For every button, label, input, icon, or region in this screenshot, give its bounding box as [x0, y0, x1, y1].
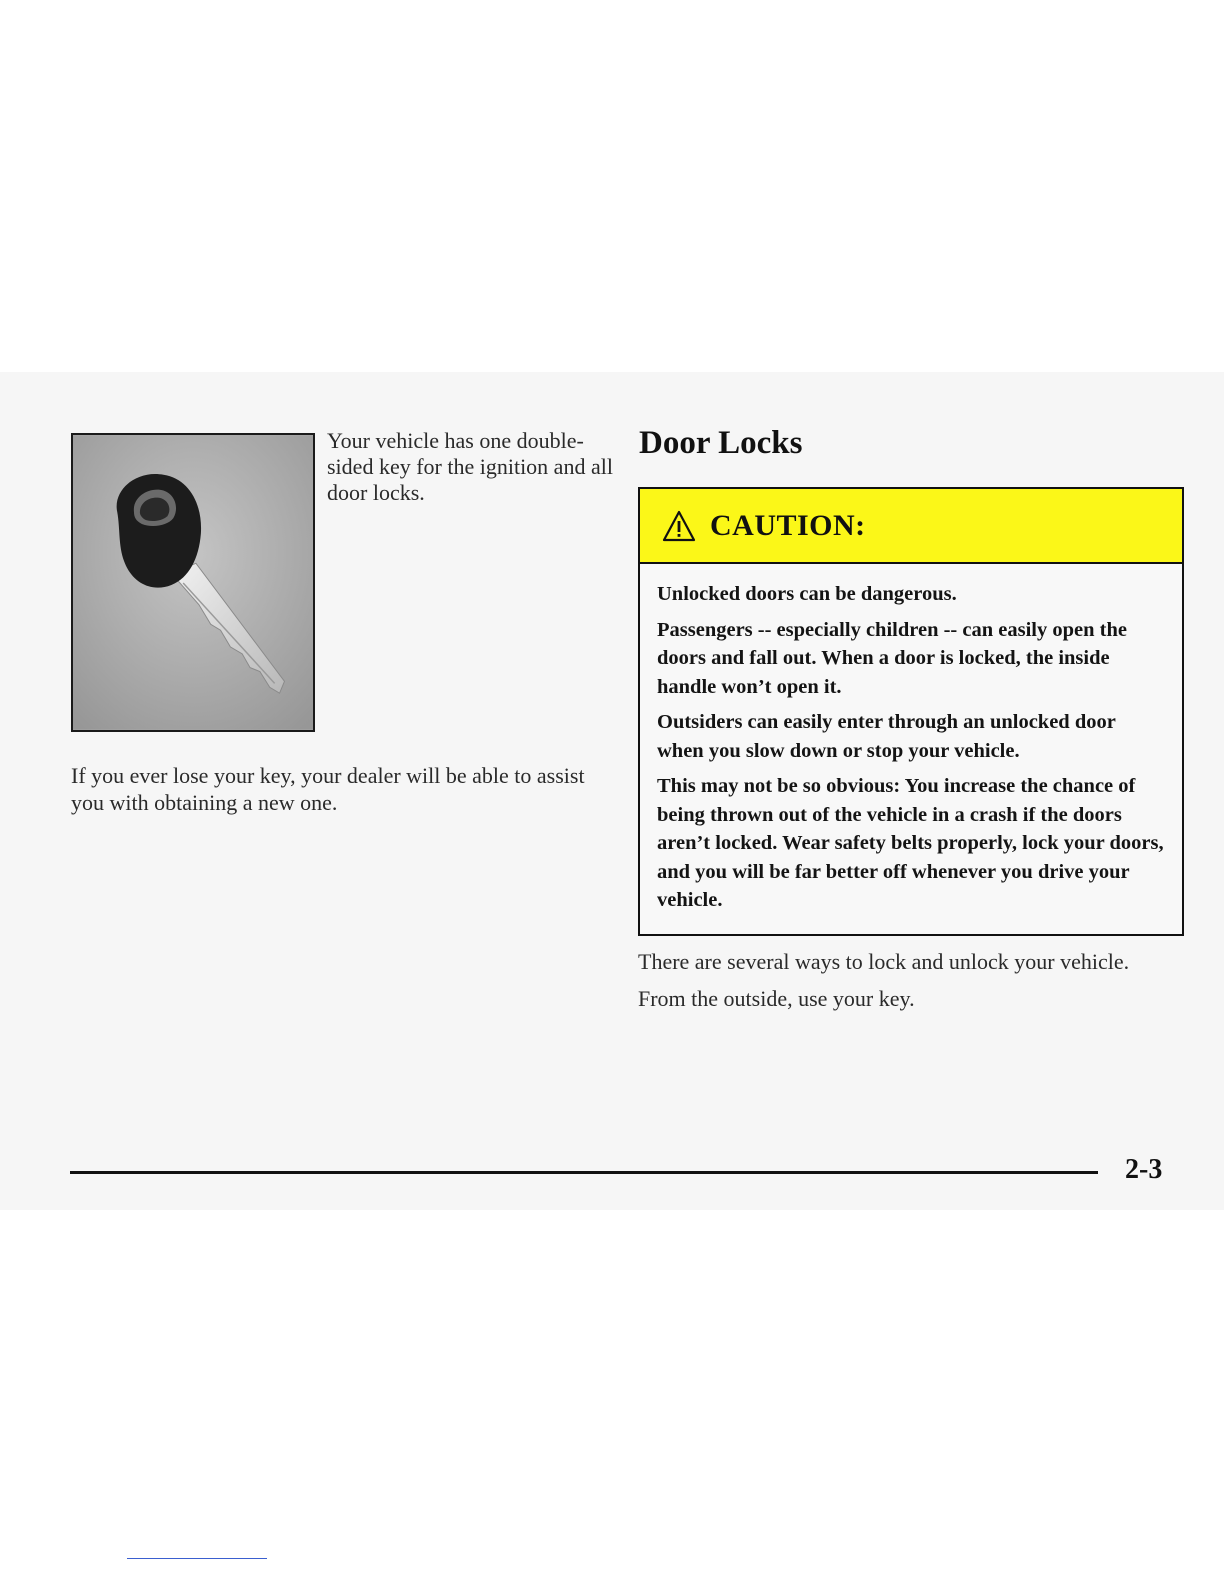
caution-paragraph: Outsiders can easily enter through an unlocked door when you slow down or stop your vehicle.: [657, 711, 1116, 762]
caution-paragraph: Passengers -- especially children -- can easily open the doors and fall out. When a door is locked, the inside handle won’t open it.: [657, 618, 1127, 698]
footer-rule: [70, 1171, 1098, 1174]
outside-lock-text: From the outside, use your key.: [638, 986, 915, 1011]
section-title: Door Locks: [639, 425, 803, 461]
caution-header: [640, 489, 1182, 564]
lock-methods-text: There are several ways to lock and unlock your vehicle.: [638, 949, 1130, 974]
warning-triangle-icon: [662, 510, 696, 542]
bottom-underline: [127, 1558, 267, 1559]
lost-key-note: If you ever lose your key, your dealer will be able to assist you with obtaining a new one.: [71, 763, 585, 815]
caution-paragraph: This may not be so obvious: You increase the chance of being thrown out of the vehicle in a crash if the doors aren’t locked. Wear safety belts properly, lock your doors, and you will be far better off whenever you drive your vehicle.: [657, 775, 1164, 911]
caution-paragraph: Unlocked doors can be dangerous.: [657, 583, 957, 605]
key-description: Your vehicle has one double-sided key for the ignition and all door locks.: [327, 428, 613, 505]
key-photo: [71, 433, 315, 732]
caution-body: [640, 564, 1182, 915]
page-number: 2-3: [1125, 1154, 1163, 1185]
caution-label: CAUTION:: [710, 508, 866, 542]
caution-box: [638, 487, 1184, 936]
